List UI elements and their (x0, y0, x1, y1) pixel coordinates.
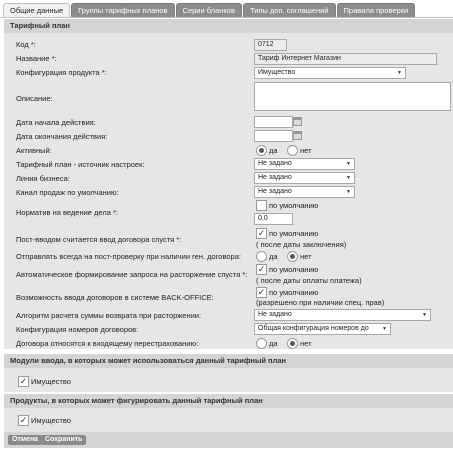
tab-plan-groups[interactable]: Группы тарифных планов (71, 3, 174, 17)
active-no-radio[interactable] (287, 145, 298, 156)
name-field[interactable]: Тариф Интернет Магазин (254, 53, 437, 65)
send-post-check-label: Отправлять всегда на пост-проверку при наличии ген. договора: (16, 252, 241, 261)
post-entry-default-label: по умолчанию (269, 229, 319, 238)
active-yes-label: да (269, 146, 278, 155)
modules-item-label: Имущество (31, 377, 71, 386)
auto-request-default-checkbox[interactable]: ✓ (257, 264, 266, 274)
send-post-check-no-radio[interactable] (287, 251, 298, 262)
sales-channel-value: Не задано (258, 188, 292, 195)
products-panel (4, 408, 453, 432)
post-entry-note: ( после даты заключения) (256, 240, 347, 249)
name-label: Название *: (16, 54, 57, 63)
active-label: Активный: (16, 146, 52, 155)
tab-form-series[interactable]: Серии бланков (176, 3, 242, 17)
backoffice-label: Возможность ввода договоров в системе BACK-OFFICE: (16, 293, 214, 302)
active-yes-radio[interactable] (256, 145, 267, 156)
calendar-icon[interactable] (293, 131, 302, 140)
source-plan-select[interactable] (254, 158, 355, 170)
section-header-modules: Модули ввода, в которых может использоваться данный тарифный план (4, 354, 453, 368)
chevron-down-icon: ▼ (382, 326, 387, 332)
post-entry-default-checkbox[interactable]: ✓ (257, 228, 266, 238)
business-line-value: Не задано (258, 174, 292, 181)
auto-request-default-label: по умолчанию (269, 265, 319, 274)
backoffice-default-label: по умолчанию (269, 288, 319, 297)
config-label: Конфигурация продукта *: (16, 68, 107, 77)
refund-algo-value: Не задано (258, 311, 292, 318)
tab-check-rules[interactable]: Правила проверки (337, 3, 416, 17)
section-header-products: Продукты, в которых может фигурировать данный тарифный план (4, 394, 453, 408)
description-label: Описание: (16, 94, 53, 103)
tab-agreement-types[interactable]: Типы доп. соглашений (243, 3, 336, 17)
backoffice-default-checkbox[interactable]: ✓ (257, 287, 266, 297)
cancel-button[interactable]: Отмена (8, 435, 42, 445)
description-field[interactable] (254, 82, 451, 111)
chevron-down-icon: ▼ (346, 189, 351, 195)
modules-panel (4, 368, 453, 392)
end-date-label: Дата окончания действия: (16, 132, 108, 141)
config-value: Имущество (258, 69, 296, 76)
numbering-select[interactable] (254, 323, 391, 335)
send-post-check-yes-label: да (269, 252, 278, 261)
save-button[interactable]: Сохранить (41, 435, 86, 445)
tab-general[interactable]: Общие данные (3, 3, 70, 18)
reinsurance-no-radio[interactable] (287, 338, 298, 349)
section-header-tariff-plan: Тарифный план (4, 19, 453, 33)
sales-channel-select[interactable] (254, 186, 355, 198)
numbering-value: Общая конфигурация номеров до (258, 325, 369, 332)
auto-request-label: Автоматическое формирование запроса на расторжение спустя *: (16, 270, 248, 279)
code-field[interactable]: 0712 (254, 39, 287, 51)
chevron-down-icon: ▼ (346, 175, 351, 181)
send-post-check-no-label: нет (300, 252, 312, 261)
sales-channel-label: Канал продаж по умолчанию: (16, 188, 119, 197)
code-label: Код *: (16, 40, 36, 49)
post-entry-label: Пост-вводом считается ввод договора спустя *: (16, 235, 182, 244)
reinsurance-label: Договора относятся к входящему перестрахованию: (16, 339, 199, 348)
tab-bar (3, 3, 415, 17)
tab-divider (0, 17, 453, 18)
chevron-down-icon: ▼ (422, 312, 427, 318)
auto-request-note: ( после даты оплаты платежа) (256, 276, 362, 285)
backoffice-note: (разрешено при наличии спец. прав) (256, 298, 385, 307)
business-line-select[interactable] (254, 172, 355, 184)
source-plan-label: Тарифный план - источник настроек: (16, 160, 145, 169)
norm-label: Норматив на ведение дела *: (16, 208, 118, 217)
norm-default-label: по умолчанию (269, 201, 319, 210)
refund-algo-label: Алгоритм расчета суммы возврата при расторжении: (16, 311, 202, 320)
start-date-field[interactable] (254, 116, 293, 128)
active-no-label: нет (300, 146, 312, 155)
source-plan-value: Не задано (258, 160, 292, 167)
config-select[interactable] (254, 67, 406, 79)
norm-field[interactable]: 0,0 (254, 213, 293, 225)
chevron-down-icon: ▼ (346, 161, 351, 167)
end-date-field[interactable] (254, 130, 293, 142)
numbering-label: Конфигурация номеров договоров: (16, 325, 139, 334)
calendar-icon[interactable] (293, 117, 302, 126)
business-line-label: Линия бизнеса: (16, 174, 70, 183)
products-item-checkbox[interactable]: ✓ (19, 415, 28, 425)
chevron-down-icon: ▼ (397, 70, 402, 76)
send-post-check-yes-radio[interactable] (256, 251, 267, 262)
norm-default-checkbox[interactable] (256, 200, 267, 211)
reinsurance-no-label: нет (300, 339, 312, 348)
refund-algo-select[interactable] (254, 309, 431, 321)
reinsurance-yes-radio[interactable] (256, 338, 267, 349)
products-item-label: Имущество (31, 416, 71, 425)
modules-item-checkbox[interactable]: ✓ (19, 376, 28, 386)
footer-bar (4, 432, 453, 448)
reinsurance-yes-label: да (269, 339, 278, 348)
start-date-label: Дата начала действия: (16, 118, 96, 127)
